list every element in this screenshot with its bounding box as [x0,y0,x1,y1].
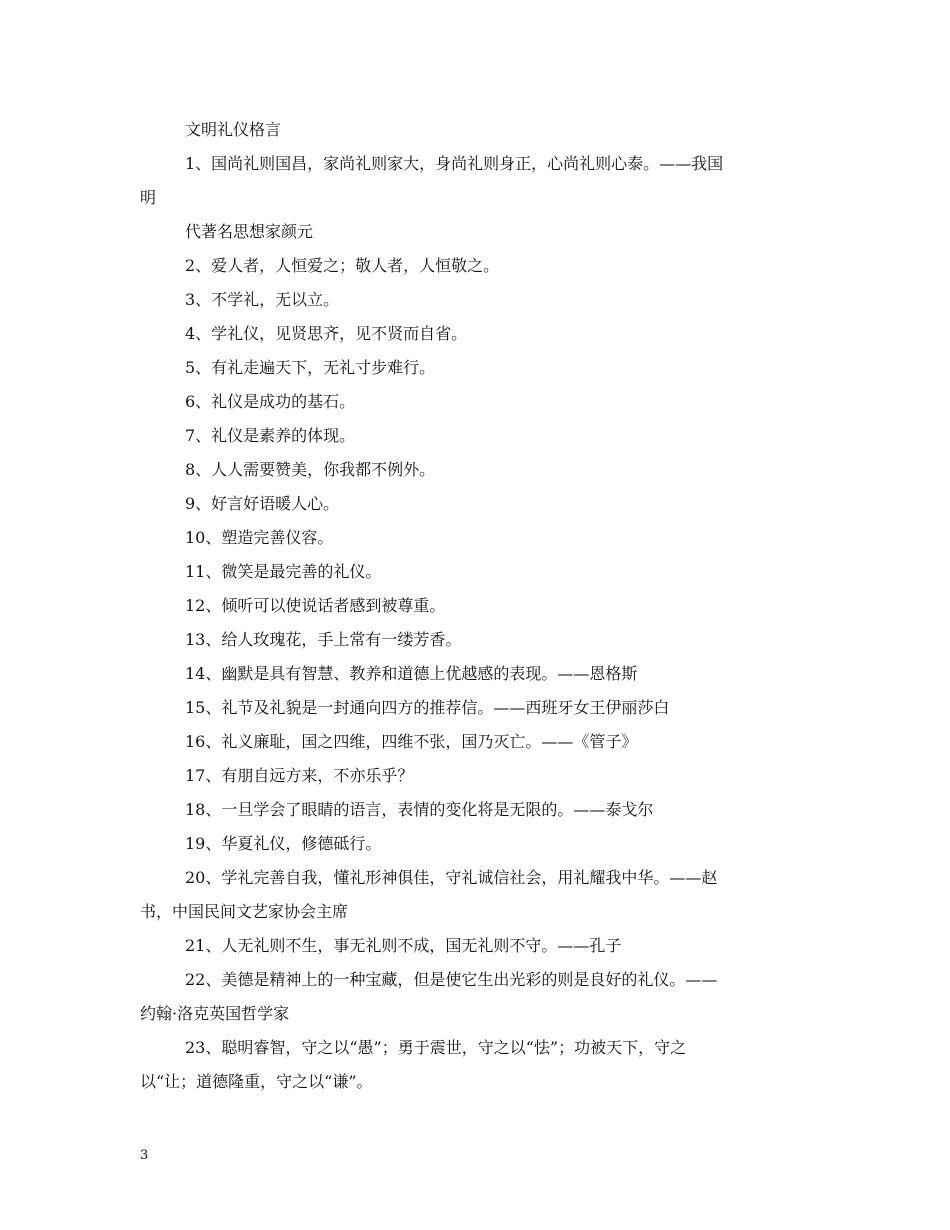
quote-item: 3、不学礼，无以立。 [185,290,340,309]
document-body [140,113,812,1099]
quote-23-line-2: 以“让；道德隆重，守之以“谦”。 [140,1072,373,1091]
quote-item: 18、一旦学会了眼睛的语言，表情的变化将是无限的。——泰戈尔 [185,800,654,819]
quote-item: 5、有礼走遍天下，无礼寸步难行。 [185,358,436,377]
quote-1-line-1: 1、国尚礼则国昌，家尚礼则家大，身尚礼则身正，心尚礼则心泰。——我国 [185,154,724,173]
quote-item: 11、微笑是最完善的礼仪。 [185,562,382,581]
quote-21: 21、人无礼则不生，事无礼则不成，国无礼则不守。——孔子 [185,936,622,955]
quote-item: 10、塑造完善仪容。 [185,528,334,547]
quote-1-line-2: 明 [140,188,157,207]
quote-item: 17、有朋自远方来，不亦乐乎？ [185,766,414,785]
quote-item: 16、礼义廉耻，国之四维，四维不张，国乃灭亡。——《管子》 [185,732,638,751]
quote-item: 7、礼仪是素养的体现。 [185,426,356,445]
quote-item: 13、给人玫瑰花，手上常有一缕芳香。 [185,630,462,649]
quote-item: 14、幽默是具有智慧、教养和道德上优越感的表现。——恩格斯 [185,664,638,683]
quote-20-line-2: 书，中国民间文艺家协会主席 [140,902,349,921]
page-number: 3 [140,1148,149,1163]
quote-item: 19、华夏礼仪，修德砥行。 [185,834,382,853]
quote-item: 15、礼节及礼貌是一封通向四方的推荐信。——西班牙女王伊丽莎白 [185,698,670,717]
quote-1-line-3: 代著名思想家颜元 [185,222,314,241]
quote-item: 12、倾听可以使说话者感到被尊重。 [185,596,446,615]
quote-22-line-1: 22、美德是精神上的一种宝藏，但是使它生出光彩的则是良好的礼仪。—— [185,970,718,989]
quote-20-line-1: 20、学礼完善自我，懂礼形神俱佳，守礼诚信社会，用礼耀我中华。——赵 [185,868,718,887]
quote-item: 4、学礼仪，见贤思齐，见不贤而自省。 [185,324,468,343]
quote-item: 6、礼仪是成功的基石。 [185,392,356,411]
quote-item: 2、爱人者，人恒爱之；敬人者，人恒敬之。 [185,256,500,275]
quote-22-line-2: 约翰·洛克英国哲学家 [140,1004,290,1023]
quote-23-line-1: 23、聪明睿智，守之以“愚”；勇于震世，守之以“怯”；功被天下，守之 [185,1038,687,1057]
document-title: 文明礼仪格言 [185,120,282,139]
quote-item: 9、好言好语暖人心。 [185,494,340,513]
quote-item: 8、人人需要赞美，你我都不例外。 [185,460,436,479]
